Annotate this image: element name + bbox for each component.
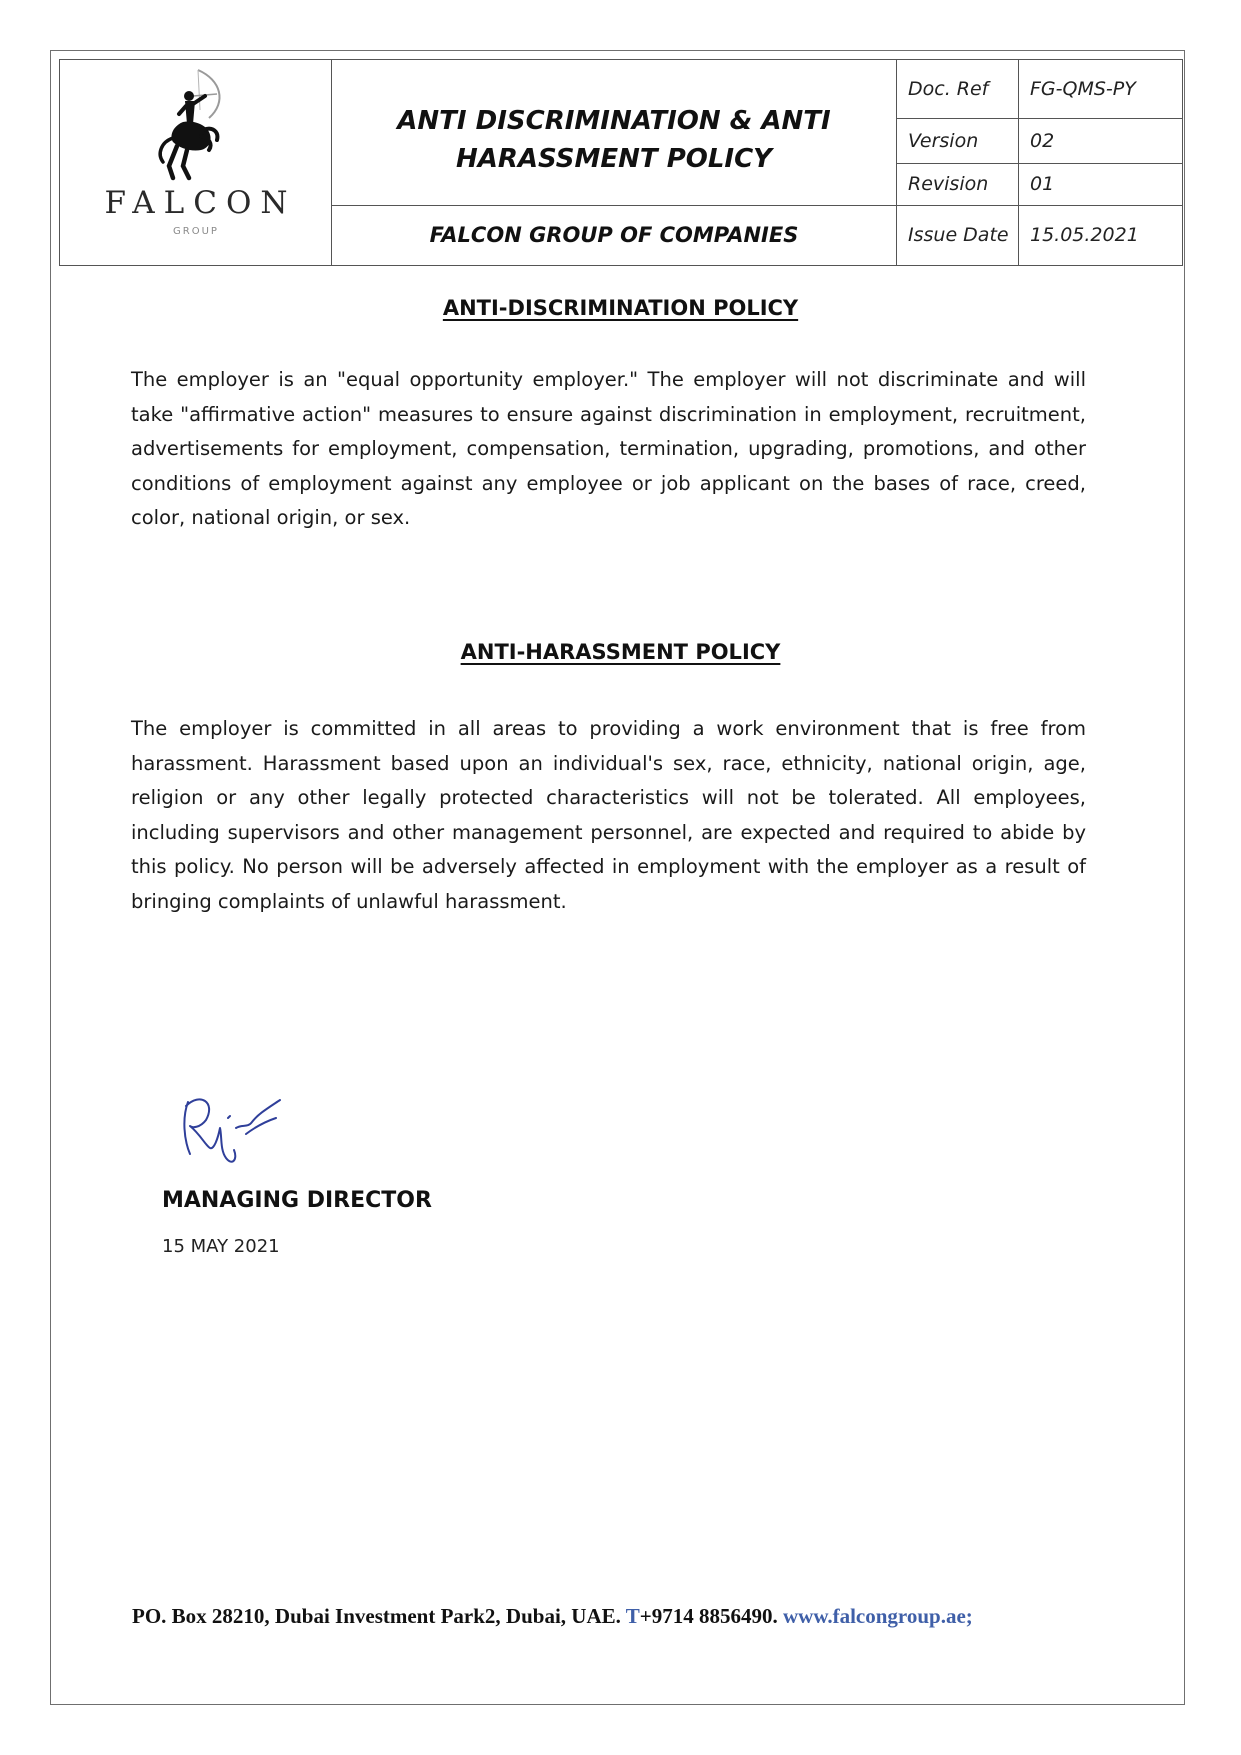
centaur-archer-logo-icon (143, 66, 253, 184)
section-heading: ANTI-HARASSMENT POLICY (460, 640, 781, 664)
document-title (397, 88, 830, 178)
section-heading: ANTI-DISCRIMINATION POLICY (442, 296, 799, 320)
footer-phone: +9714 8856490. (639, 1604, 778, 1628)
footer-website-link[interactable]: www.falcongroup.ae; (783, 1604, 973, 1628)
signatory-title: MANAGING DIRECTOR (162, 1188, 432, 1213)
logo-wordmark: FALCON (104, 185, 297, 221)
section-paragraph: The employer is an "equal opportunity employer." The employer will not discriminate and will take "affirmative action" measures to ensure against discrimination in employment, recruitment, advertisements for employment, compensation, termination, upgrading, promotions, and other conditions of employment against any employee or job applicant on the bases of race, creed, color, national origin, or sex. (131, 368, 1086, 529)
doc-ref-value: FG-QMS-PY (1030, 78, 1136, 100)
issue-date-label: Issue Date (908, 223, 1009, 246)
document-title-line: HARASSMENT POLICY (455, 144, 773, 174)
company-name-cell (332, 206, 896, 264)
revision-value: 01 (1030, 173, 1055, 195)
document-title-line: ANTI DISCRIMINATION & ANTI (397, 106, 831, 136)
doc-ref-label: Doc. Ref (908, 78, 989, 100)
version-label: Version (908, 129, 979, 152)
document-header-table (59, 59, 1183, 266)
issue-date-value: 15.05.2021 (1030, 223, 1139, 246)
footer-phone-prefix: T (625, 1604, 640, 1628)
company-name: FALCON GROUP OF COMPANIES (429, 223, 799, 247)
document-title-cell (332, 60, 896, 206)
footer-contact (132, 1604, 973, 1629)
handwritten-signature (176, 1088, 286, 1174)
version-value: 02 (1030, 129, 1055, 152)
section-paragraph: The employer is committed in all areas to providing a work environment that is free from harassment. Harassment based upon an individual's sex, race, ethnicity, national origin, age, religion or any other legally protected characteristics will not be tolerated. All employees, including supervisors and other management personnel, are expected and required to abide by this policy. No person will be adversely affected in employment with the employer as a result of bringing complaints of unlawful harassment. (131, 717, 1086, 913)
logo-subtitle: GROUP (173, 226, 219, 237)
company-logo (60, 60, 332, 264)
revision-label: Revision (908, 173, 989, 195)
signature-date: 15 MAY 2021 (162, 1236, 280, 1257)
footer-address: PO. Box 28210, Dubai Investment Park2, Dubai, UAE. (132, 1604, 621, 1628)
